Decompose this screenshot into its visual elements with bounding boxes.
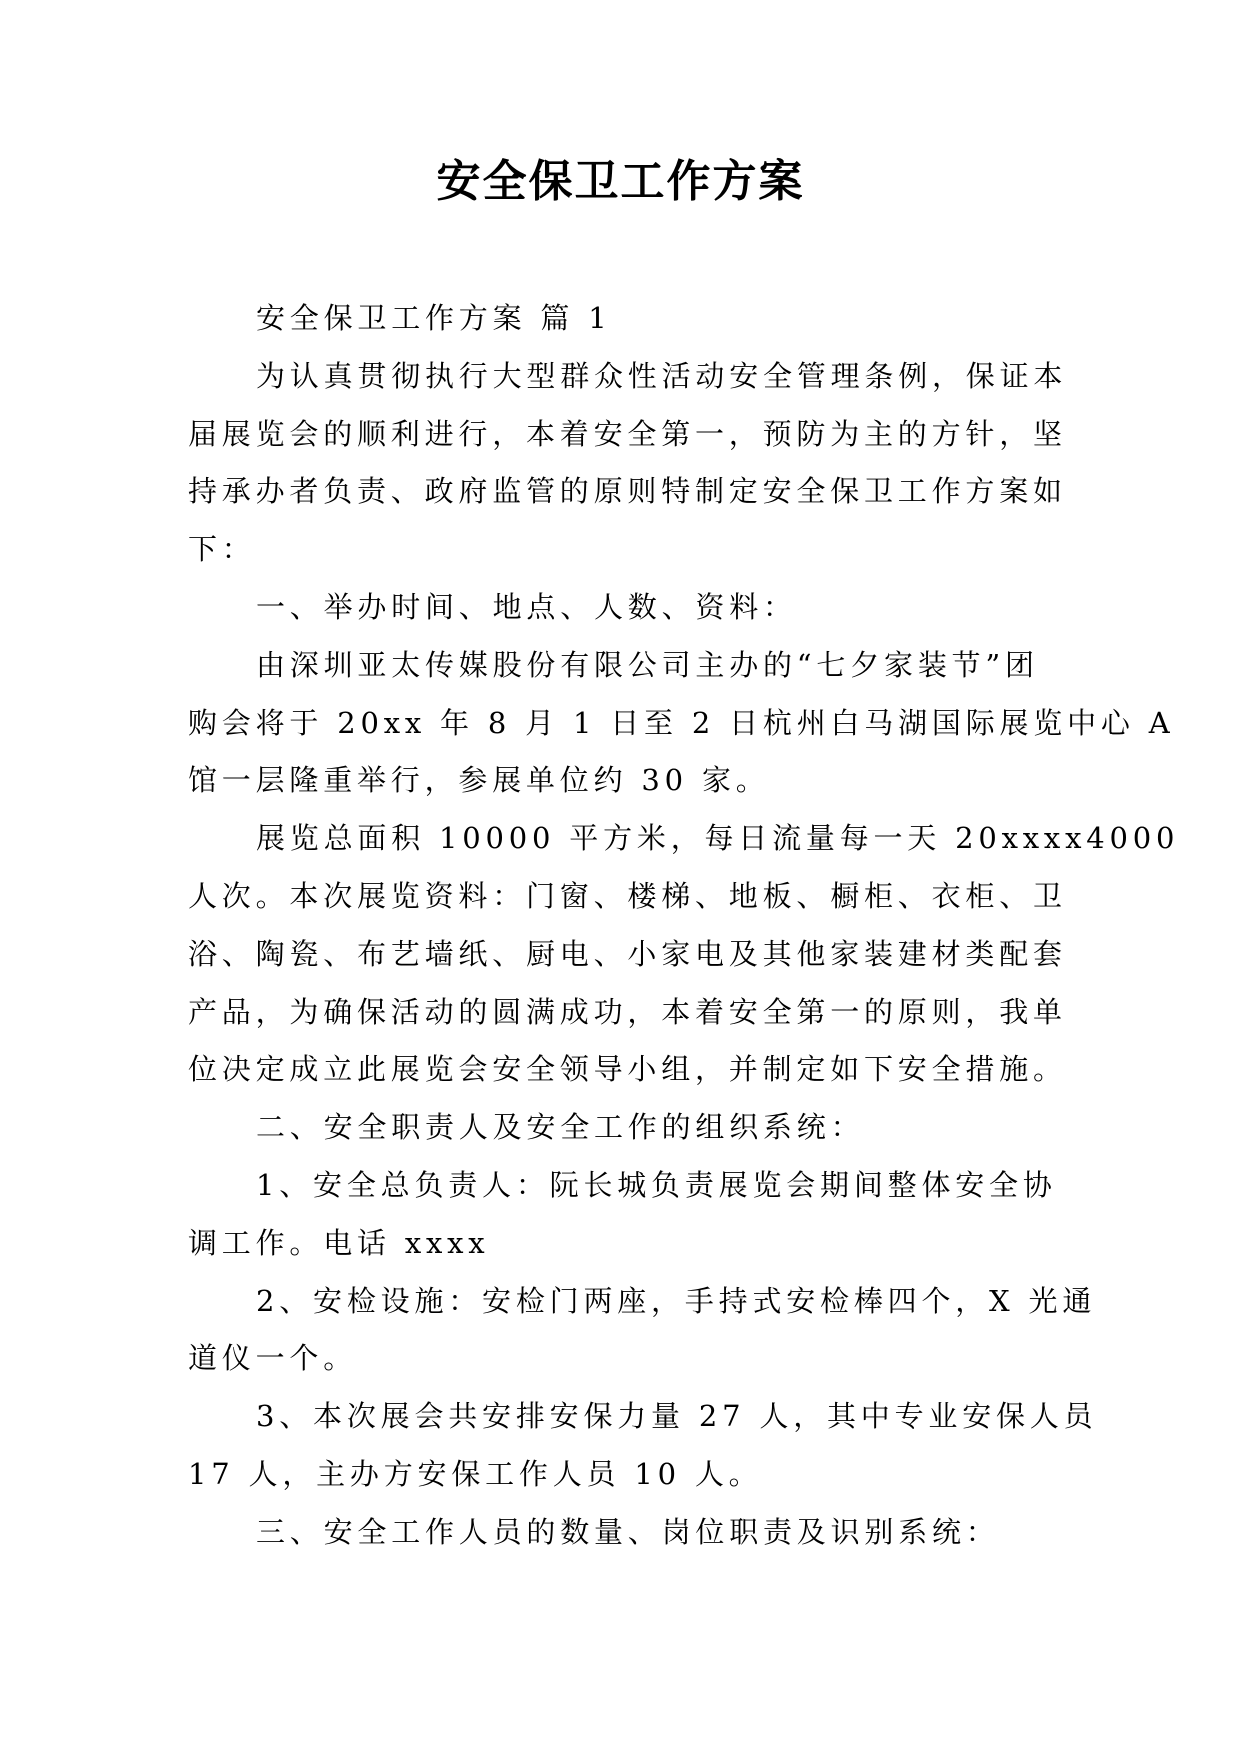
text-line: 1、安全总负责人：阮长城负责展览会期间整体安全协 [256,1167,1057,1202]
text-line: 3、本次展会共安排安保力量 27 人，其中专业安保人员 [256,1399,1098,1434]
text-line: 三、安全工作人员的数量、岗位职责及识别系统： [256,1514,1000,1549]
document-title: 安全保卫工作方案 [436,156,805,207]
text-line: 产品，为确保活动的圆满成功，本着安全第一的原则，我单 [188,994,1067,1029]
text-line: 下： [188,532,256,567]
text-line: 购会将于 20xx 年 8 月 1 日至 2 日杭州白马湖国际展览中心 A [188,705,1175,740]
document-body [188,290,1180,1562]
text-line: 由深圳亚太传媒股份有限公司主办的“七夕家装节”团 [256,647,1039,682]
text-line: 2、安检设施：安检门两座，手持式安检棒四个，X 光通 [256,1283,1097,1318]
text-line: 展览总面积 10000 平方米，每日流量每一天 20xxxx4000 [256,821,1180,856]
text-line: 安全保卫工作方案 篇 1 [256,301,612,335]
text-line: 届展览会的顺利进行，本着安全第一，预防为主的方针，坚 [188,416,1067,451]
text-line: 调工作。电话 xxxx [188,1225,490,1260]
text-line: 位决定成立此展览会安全领导小组，并制定如下安全措施。 [188,1052,1067,1087]
text-line: 二、安全职责人及安全工作的组织系统： [256,1110,865,1145]
text-line: 17 人，主办方安保工作人员 10 人。 [188,1456,763,1491]
text-line: 为认真贯彻执行大型群众性活动安全管理条例，保证本 [256,358,1068,393]
text-line: 馆一层隆重举行，参展单位约 30 家。 [188,763,770,798]
text-line: 一、举办时间、地点、人数、资料： [256,589,797,624]
text-line: 人次。本次展览资料：门窗、楼梯、地板、橱柜、衣柜、卫 [188,878,1067,913]
text-line: 浴、陶瓷、布艺墙纸、厨电、小家电及其他家装建材类配套 [188,936,1067,971]
text-line: 道仪一个。 [188,1341,358,1376]
text-line: 持承办者负责、政府监管的原则特制定安全保卫工作方案如 [188,474,1067,509]
